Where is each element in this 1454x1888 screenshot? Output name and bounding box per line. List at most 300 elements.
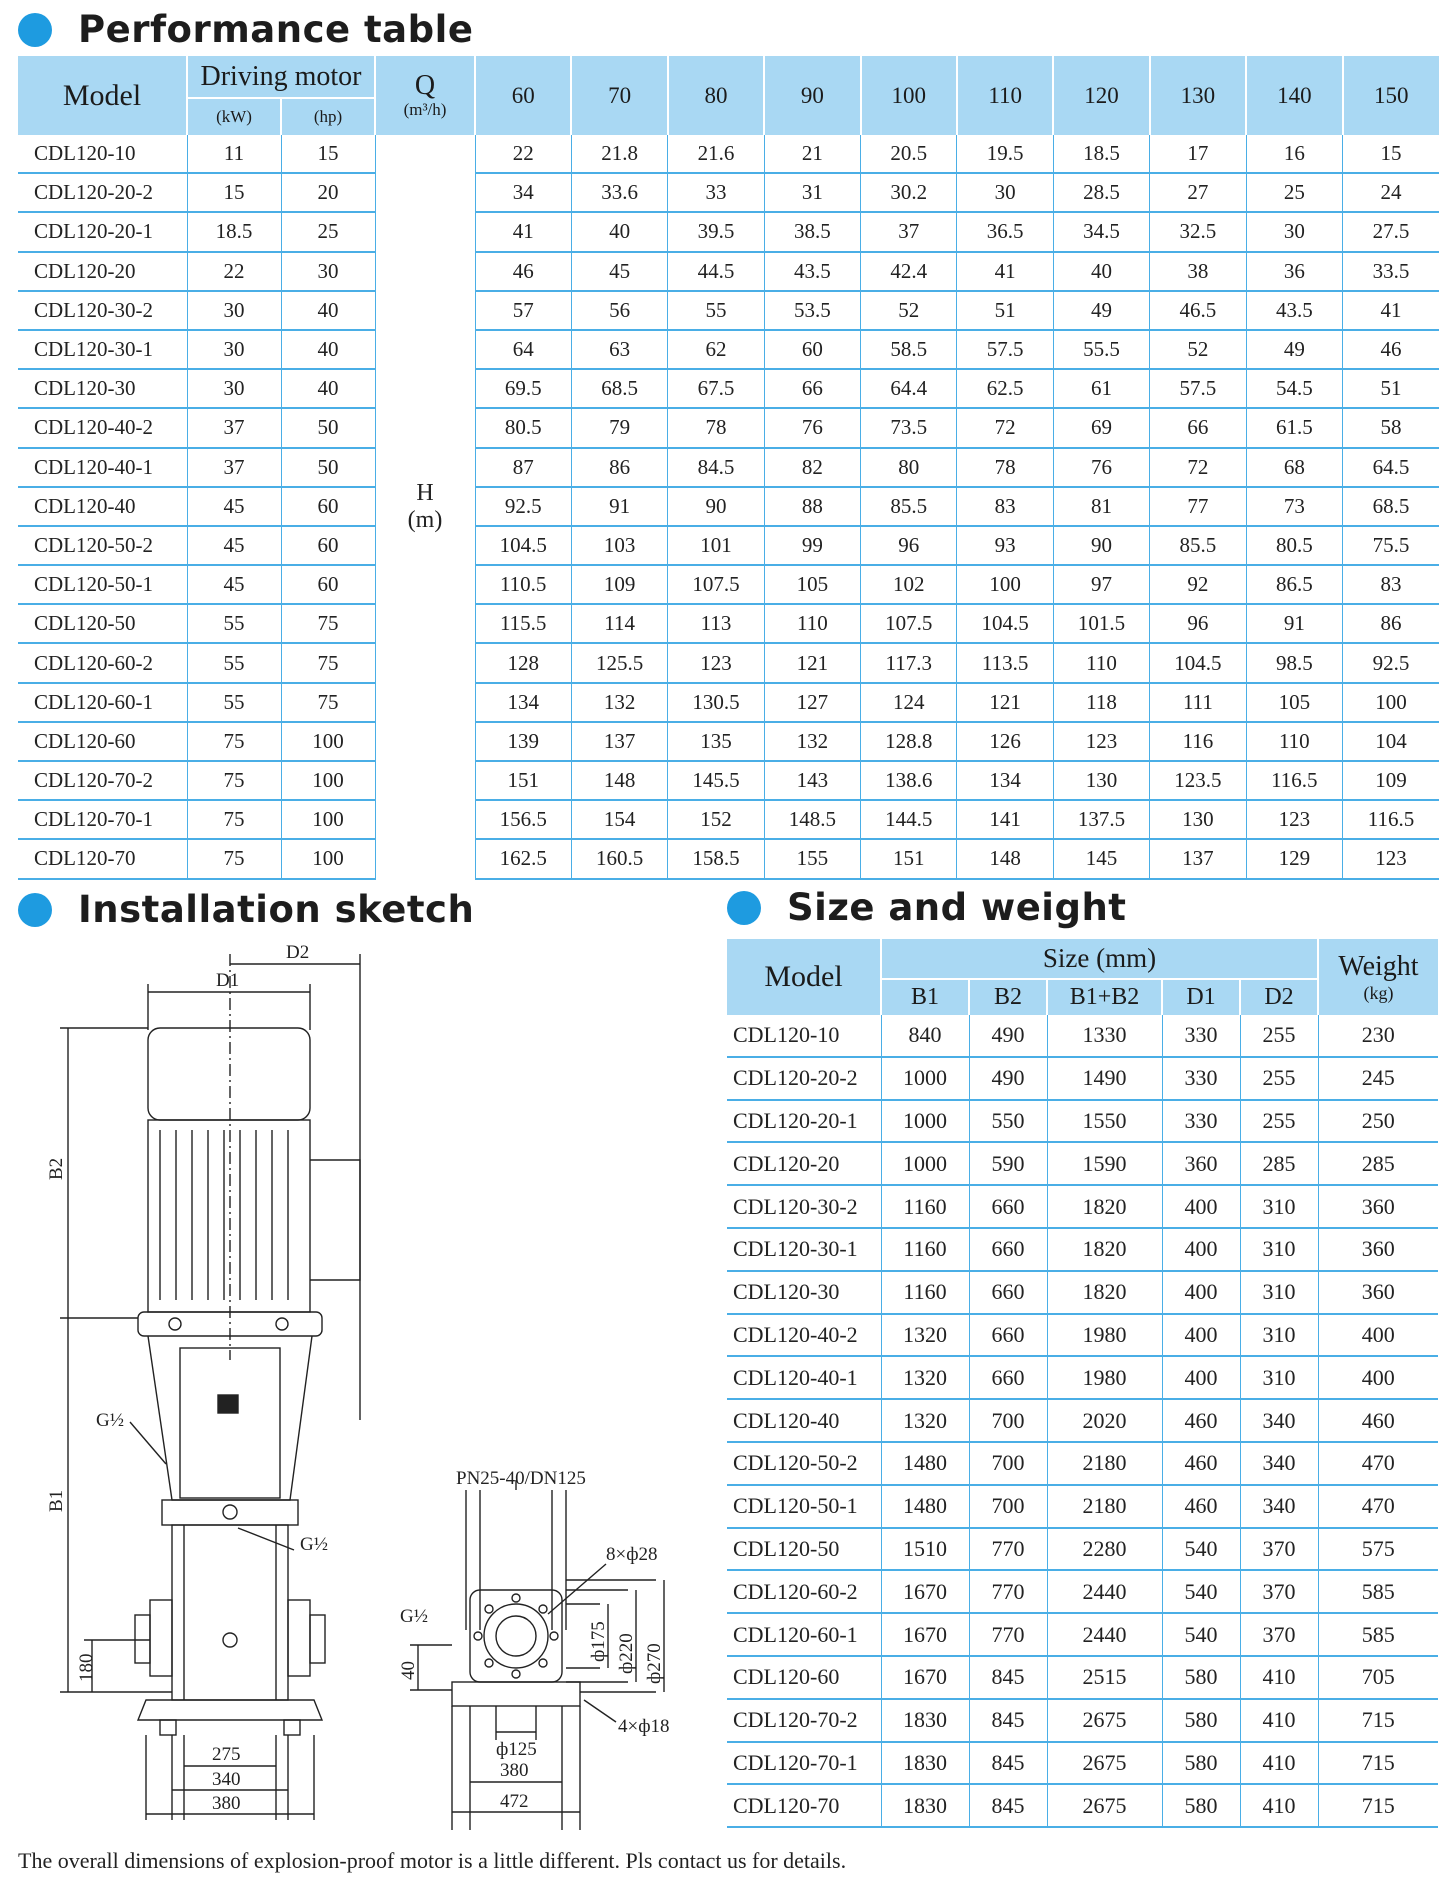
table-cell: 1550: [1047, 1100, 1162, 1143]
table-cell: 17: [1150, 135, 1246, 173]
table-cell: 1000: [881, 1142, 969, 1185]
table-cell: 580: [1162, 1742, 1240, 1785]
table-cell: 2180: [1047, 1485, 1162, 1528]
table-cell: 56: [571, 291, 667, 330]
table-row: [18, 722, 1439, 761]
table-cell: 310: [1240, 1271, 1318, 1314]
table-cell: 330: [1162, 1057, 1240, 1100]
table-row: [727, 1613, 1438, 1656]
table-cell: 310: [1240, 1185, 1318, 1228]
table-cell: 15: [187, 173, 281, 212]
table-cell: 2180: [1047, 1442, 1162, 1485]
table-cell: 2440: [1047, 1613, 1162, 1656]
table-cell: 30: [957, 173, 1053, 212]
table-cell: 62: [668, 330, 764, 369]
table-cell: 57.5: [957, 330, 1053, 369]
table-row: [727, 1742, 1438, 1785]
performance-table-body: [18, 135, 1439, 879]
flow-header: 70: [571, 56, 667, 135]
installation-sketch-drawing: [0, 940, 720, 1840]
table-row: [18, 252, 1439, 291]
table-cell: 460: [1162, 1485, 1240, 1528]
table-row: [727, 1142, 1438, 1185]
table-cell: 90: [668, 487, 764, 526]
table-cell: 230: [1318, 1015, 1438, 1057]
table-cell: 123: [1343, 839, 1439, 878]
table-cell: 2440: [1047, 1570, 1162, 1613]
table-cell: 340: [1240, 1485, 1318, 1528]
table-cell: 79: [571, 408, 667, 447]
table-cell: 110: [1246, 722, 1342, 761]
table-cell: 660: [969, 1314, 1047, 1357]
table-cell: 98.5: [1246, 643, 1342, 682]
table-cell: 490: [969, 1057, 1047, 1100]
table-cell: 715: [1318, 1784, 1438, 1827]
table-cell: 18.5: [187, 212, 281, 251]
table-cell: 1820: [1047, 1228, 1162, 1271]
table-row: [727, 1528, 1438, 1571]
table-cell: 92.5: [475, 487, 571, 526]
table-cell: 75: [281, 604, 375, 643]
table-cell: 121: [957, 683, 1053, 722]
table-cell: 81: [1053, 487, 1149, 526]
table-cell: CDL120-50-2: [18, 526, 187, 565]
table-cell: 715: [1318, 1742, 1438, 1785]
table-cell: 25: [281, 212, 375, 251]
table-cell: 107.5: [861, 604, 957, 643]
table-cell: CDL120-40-1: [18, 448, 187, 487]
dim-180: 180: [76, 1653, 97, 1682]
table-cell: 68.5: [1343, 487, 1439, 526]
table-cell: CDL120-60: [18, 722, 187, 761]
dim-phi175: ф175: [588, 1621, 609, 1662]
table-cell: 41: [475, 212, 571, 251]
table-cell: 370: [1240, 1528, 1318, 1571]
table-cell: 125.5: [571, 643, 667, 682]
table-cell: 104.5: [475, 526, 571, 565]
table-cell: 1670: [881, 1656, 969, 1699]
table-cell: 104.5: [957, 604, 1053, 643]
table-cell: 770: [969, 1570, 1047, 1613]
table-cell: 51: [1343, 369, 1439, 408]
table-cell: 76: [764, 408, 860, 447]
dim-472: 472: [500, 1791, 529, 1812]
table-cell: 700: [969, 1485, 1047, 1528]
table-cell: 117.3: [861, 643, 957, 682]
table-cell: 57.5: [1150, 369, 1246, 408]
table-cell: 40: [281, 330, 375, 369]
table-cell: 575: [1318, 1528, 1438, 1571]
dim-phi220: ф220: [616, 1633, 637, 1674]
table-cell: 580: [1162, 1699, 1240, 1742]
g-half-label-3: G½: [400, 1606, 428, 1627]
table-row: [727, 1057, 1438, 1100]
table-cell: 330: [1162, 1015, 1240, 1057]
table-cell: CDL120-50-2: [727, 1442, 881, 1485]
size-col-header: D1: [1162, 979, 1240, 1015]
table-cell: 460: [1162, 1442, 1240, 1485]
table-cell: 550: [969, 1100, 1047, 1143]
dim-380b: 380: [500, 1760, 529, 1781]
footer-note: The overall dimensions of explosion-proof motor is a little different. Pls contact us for details.: [18, 1848, 847, 1873]
table-cell: 1320: [881, 1356, 969, 1399]
bolt-holes-top: 8×ф28: [606, 1544, 658, 1565]
table-cell: 41: [957, 252, 1053, 291]
table-cell: 1510: [881, 1528, 969, 1571]
table-cell: CDL120-70-1: [18, 800, 187, 839]
table-cell: 130: [1053, 761, 1149, 800]
table-cell: 78: [957, 448, 1053, 487]
table-cell: 123: [668, 643, 764, 682]
table-row: [727, 1100, 1438, 1143]
table-cell: 1320: [881, 1399, 969, 1442]
table-cell: 1000: [881, 1100, 969, 1143]
table-cell: 58.5: [861, 330, 957, 369]
table-cell: 66: [1150, 408, 1246, 447]
flow-header: 120: [1053, 56, 1149, 135]
table-row: [18, 408, 1439, 447]
table-cell: 1820: [1047, 1185, 1162, 1228]
table-cell: 75: [187, 722, 281, 761]
table-cell: 141: [957, 800, 1053, 839]
table-cell: 75: [187, 800, 281, 839]
table-cell: 135: [668, 722, 764, 761]
table-cell: 310: [1240, 1228, 1318, 1271]
table-cell: 114: [571, 604, 667, 643]
table-cell: 151: [861, 839, 957, 878]
dim-phi270: ф270: [644, 1643, 665, 1684]
table-cell: 255: [1240, 1015, 1318, 1057]
table-cell: 158.5: [668, 839, 764, 878]
table-cell: 101.5: [1053, 604, 1149, 643]
table-cell: 123: [1053, 722, 1149, 761]
table-row: [18, 135, 1439, 173]
table-row: [18, 761, 1439, 800]
table-cell: 144.5: [861, 800, 957, 839]
table-cell: CDL120-30: [727, 1271, 881, 1314]
table-cell: 34: [475, 173, 571, 212]
flow-header: 100: [861, 56, 957, 135]
table-row: [727, 1185, 1438, 1228]
table-cell: 60: [764, 330, 860, 369]
table-cell: 82: [764, 448, 860, 487]
table-cell: 400: [1318, 1356, 1438, 1399]
table-cell: 69.5: [475, 369, 571, 408]
table-cell: 72: [957, 408, 1053, 447]
table-cell: 148: [957, 839, 1053, 878]
table-cell: 45: [187, 565, 281, 604]
table-cell: 55.5: [1053, 330, 1149, 369]
table-row: [18, 526, 1439, 565]
table-cell: 705: [1318, 1656, 1438, 1699]
table-cell: 1000: [881, 1057, 969, 1100]
table-cell: 97: [1053, 565, 1149, 604]
table-row: [18, 800, 1439, 839]
table-cell: 134: [957, 761, 1053, 800]
table-cell: 1830: [881, 1784, 969, 1827]
table-cell: 107.5: [668, 565, 764, 604]
table-cell: 310: [1240, 1314, 1318, 1357]
table-cell: 61.5: [1246, 408, 1342, 447]
table-cell: 22: [187, 252, 281, 291]
table-cell: 41: [1343, 291, 1439, 330]
table-cell: CDL120-60: [727, 1656, 881, 1699]
table-cell: 130: [1150, 800, 1246, 839]
table-cell: 60: [281, 565, 375, 604]
table-cell: 370: [1240, 1613, 1318, 1656]
table-cell: 55: [187, 683, 281, 722]
table-cell: 1590: [1047, 1142, 1162, 1185]
table-cell: 72: [1150, 448, 1246, 487]
table-cell: 46: [475, 252, 571, 291]
table-cell: 32.5: [1150, 212, 1246, 251]
head-h-cell: [375, 135, 475, 879]
table-cell: 123: [1246, 800, 1342, 839]
table-cell: 700: [969, 1442, 1047, 1485]
table-cell: 2675: [1047, 1742, 1162, 1785]
weight-unit: (kg): [1363, 982, 1394, 1003]
table-cell: 80.5: [475, 408, 571, 447]
table-cell: CDL120-40: [727, 1399, 881, 1442]
table-cell: 2515: [1047, 1656, 1162, 1699]
table-cell: CDL120-70: [18, 839, 187, 878]
table-cell: 30: [187, 330, 281, 369]
table-cell: 104.5: [1150, 643, 1246, 682]
table-cell: 580: [1162, 1656, 1240, 1699]
table-cell: 340: [1240, 1399, 1318, 1442]
table-cell: CDL120-70-2: [18, 761, 187, 800]
table-cell: 285: [1240, 1142, 1318, 1185]
table-cell: 34.5: [1053, 212, 1149, 251]
table-cell: 540: [1162, 1528, 1240, 1571]
q-label: Q: [414, 69, 436, 101]
table-cell: 1980: [1047, 1314, 1162, 1357]
table-cell: 15: [281, 135, 375, 173]
table-cell: 1820: [1047, 1271, 1162, 1314]
table-cell: 700: [969, 1399, 1047, 1442]
table-cell: 255: [1240, 1100, 1318, 1143]
table-cell: CDL120-60-2: [727, 1570, 881, 1613]
table-cell: 1330: [1047, 1015, 1162, 1057]
table-cell: 28.5: [1053, 173, 1149, 212]
table-cell: 100: [957, 565, 1053, 604]
table-row: [18, 487, 1439, 526]
table-cell: 30.2: [861, 173, 957, 212]
table-cell: 770: [969, 1528, 1047, 1571]
table-cell: 310: [1240, 1356, 1318, 1399]
table-row: [18, 212, 1439, 251]
dim-275: 275: [212, 1744, 241, 1765]
table-cell: 53.5: [764, 291, 860, 330]
installation-section-title: [18, 888, 474, 931]
table-cell: 1670: [881, 1570, 969, 1613]
table-cell: 460: [1318, 1399, 1438, 1442]
table-cell: 11: [187, 135, 281, 173]
table-cell: 78: [668, 408, 764, 447]
table-cell: 162.5: [475, 839, 571, 878]
table-cell: 137: [1150, 839, 1246, 878]
flow-header: 150: [1343, 56, 1439, 135]
table-cell: 470: [1318, 1485, 1438, 1528]
dim-d2: D2: [286, 942, 310, 963]
table-cell: 104: [1343, 722, 1439, 761]
table-cell: 24: [1343, 173, 1439, 212]
table-cell: 156.5: [475, 800, 571, 839]
table-cell: 137: [571, 722, 667, 761]
table-cell: 51: [957, 291, 1053, 330]
table-cell: 45: [571, 252, 667, 291]
table-cell: 83: [957, 487, 1053, 526]
table-row: [727, 1442, 1438, 1485]
table-cell: CDL120-60-1: [727, 1613, 881, 1656]
table-cell: 37: [861, 212, 957, 251]
table-cell: 660: [969, 1271, 1047, 1314]
table-cell: CDL120-50: [727, 1528, 881, 1571]
table-cell: 37: [187, 408, 281, 447]
table-cell: 50: [281, 408, 375, 447]
table-cell: CDL120-30-1: [18, 330, 187, 369]
table-cell: 96: [861, 526, 957, 565]
table-cell: 770: [969, 1613, 1047, 1656]
table-cell: 250: [1318, 1100, 1438, 1143]
table-cell: 99: [764, 526, 860, 565]
table-cell: 840: [881, 1015, 969, 1057]
table-cell: 42.4: [861, 252, 957, 291]
table-cell: 30: [187, 291, 281, 330]
table-cell: 460: [1162, 1399, 1240, 1442]
bullet-dot-icon: [18, 13, 52, 47]
weight-label: Weight: [1338, 950, 1419, 982]
table-cell: 92.5: [1343, 643, 1439, 682]
table-row: [727, 1656, 1438, 1699]
table-cell: 143: [764, 761, 860, 800]
table-cell: 100: [281, 722, 375, 761]
table-cell: 55: [187, 604, 281, 643]
table-cell: 105: [1246, 683, 1342, 722]
performance-title: Performance table: [78, 8, 474, 51]
dim-340: 340: [212, 1769, 241, 1790]
table-cell: 100: [1343, 683, 1439, 722]
table-cell: 127: [764, 683, 860, 722]
flow-header: 80: [668, 56, 764, 135]
table-cell: 36: [1246, 252, 1342, 291]
table-cell: 68: [1246, 448, 1342, 487]
table-cell: 124: [861, 683, 957, 722]
table-cell: 30: [281, 252, 375, 291]
table-cell: 152: [668, 800, 764, 839]
table-cell: 50: [281, 448, 375, 487]
table-cell: 40: [281, 291, 375, 330]
table-cell: 91: [1246, 604, 1342, 643]
table-cell: 845: [969, 1656, 1047, 1699]
table-cell: 52: [1150, 330, 1246, 369]
size-col-header: D2: [1240, 979, 1318, 1015]
table-cell: 60: [281, 526, 375, 565]
table-cell: 139: [475, 722, 571, 761]
table-cell: 39.5: [668, 212, 764, 251]
perf-header-model: Model: [18, 56, 187, 135]
table-cell: 660: [969, 1185, 1047, 1228]
table-cell: 145.5: [668, 761, 764, 800]
table-cell: 410: [1240, 1784, 1318, 1827]
table-cell: 43.5: [1246, 291, 1342, 330]
table-cell: 19.5: [957, 135, 1053, 173]
table-cell: 90: [1053, 526, 1149, 565]
table-cell: 45: [187, 487, 281, 526]
table-cell: 75.5: [1343, 526, 1439, 565]
table-cell: 46.5: [1150, 291, 1246, 330]
table-cell: 86: [1343, 604, 1439, 643]
table-row: [18, 291, 1439, 330]
table-cell: 330: [1162, 1100, 1240, 1143]
table-cell: 400: [1318, 1314, 1438, 1357]
size-col-header: B1+B2: [1047, 979, 1162, 1015]
table-cell: 845: [969, 1784, 1047, 1827]
size-weight-section-title: [727, 886, 1127, 929]
perf-header-driving-motor: Driving motor: [187, 56, 375, 98]
table-cell: 25: [1246, 173, 1342, 212]
table-cell: 1480: [881, 1442, 969, 1485]
table-cell: 21.8: [571, 135, 667, 173]
dim-380: 380: [212, 1793, 241, 1814]
table-cell: 87: [475, 448, 571, 487]
dim-b1: B1: [46, 1489, 67, 1512]
table-cell: 100: [281, 761, 375, 800]
table-cell: 68.5: [571, 369, 667, 408]
table-cell: 155: [764, 839, 860, 878]
table-cell: 137.5: [1053, 800, 1149, 839]
table-cell: 148: [571, 761, 667, 800]
table-cell: 30: [1246, 212, 1342, 251]
table-cell: 255: [1240, 1057, 1318, 1100]
table-cell: 400: [1162, 1228, 1240, 1271]
table-cell: 102: [861, 565, 957, 604]
table-cell: CDL120-20-1: [18, 212, 187, 251]
table-cell: 360: [1318, 1185, 1438, 1228]
flow-header: 130: [1150, 56, 1246, 135]
table-row: [18, 643, 1439, 682]
table-cell: CDL120-30-2: [727, 1185, 881, 1228]
table-cell: 132: [764, 722, 860, 761]
flange-label: PN25-40/DN125: [456, 1468, 586, 1489]
table-cell: 86: [571, 448, 667, 487]
perf-header-q: [375, 56, 475, 135]
flow-header: 110: [957, 56, 1053, 135]
table-row: [727, 1699, 1438, 1742]
table-row: [727, 1271, 1438, 1314]
table-cell: 115.5: [475, 604, 571, 643]
table-cell: 75: [187, 761, 281, 800]
table-cell: 2675: [1047, 1784, 1162, 1827]
table-cell: 80: [861, 448, 957, 487]
table-cell: 285: [1318, 1142, 1438, 1185]
table-cell: 113: [668, 604, 764, 643]
table-cell: 92: [1150, 565, 1246, 604]
table-cell: 145: [1053, 839, 1149, 878]
table-cell: CDL120-20-2: [727, 1057, 881, 1100]
table-cell: 410: [1240, 1742, 1318, 1785]
table-cell: 67.5: [668, 369, 764, 408]
table-cell: 49: [1053, 291, 1149, 330]
table-cell: 129: [1246, 839, 1342, 878]
table-cell: 75: [187, 839, 281, 878]
perf-header-hp: (hp): [281, 98, 375, 135]
table-cell: 21.6: [668, 135, 764, 173]
dim-b2: B2: [46, 1157, 67, 1180]
table-cell: 45: [187, 526, 281, 565]
table-cell: 96: [1150, 604, 1246, 643]
table-cell: 585: [1318, 1570, 1438, 1613]
